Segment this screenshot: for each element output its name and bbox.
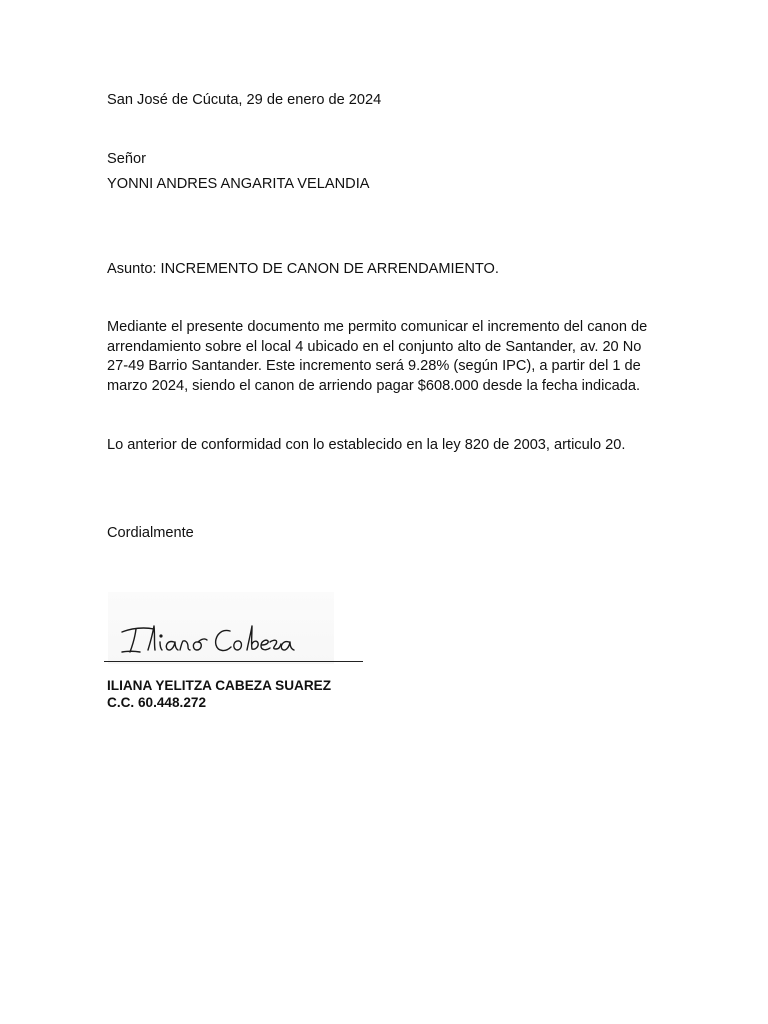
body-paragraph [107, 318, 667, 396]
body-line: Mediante el presente documento me permito comunicar el incremento del canon de [107, 319, 648, 335]
legal-note: Lo anterior de conformidad con lo establecido en la ley 820 de 2003, articulo 20. [107, 437, 626, 453]
closing: Cordialmente [107, 525, 194, 541]
body-line: marzo 2024, siendo el canon de arriendo pagar $608.000 desde la fecha indicada. [107, 377, 641, 394]
place-date: San José de Cúcuta, 29 de enero de 2024 [107, 92, 382, 108]
recipient-name: YONNI ANDRES ANGARITA VELANDIA [107, 176, 370, 192]
signer-id: C.C. 60.448.272 [107, 695, 206, 710]
signature-drawing [108, 592, 334, 664]
handwritten-signature [108, 592, 334, 664]
subject-line: Asunto: INCREMENTO DE CANON DE ARRENDAMIENTO. [107, 261, 499, 277]
signature-line [104, 661, 363, 662]
signer-name: ILIANA YELITZA CABEZA SUAREZ [107, 678, 332, 693]
salutation: Señor [107, 151, 146, 167]
body-line: 27-49 Barrio Santander. Este incremento será 9.28% (según IPC), a partir del 1 de [107, 358, 641, 374]
body-line: arrendamiento sobre el local 4 ubicado en el conjunto alto de Santander, av. 20 No [107, 338, 642, 355]
